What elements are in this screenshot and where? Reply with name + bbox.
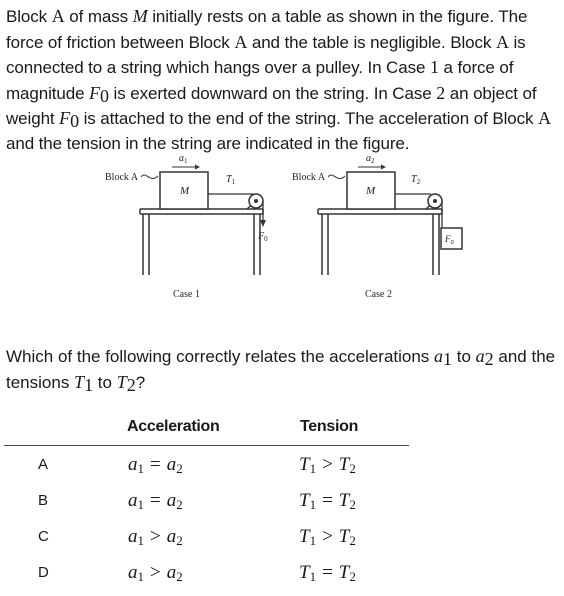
choice-label: D: [38, 564, 49, 581]
case-2-diagram: [292, 153, 462, 300]
block-leader-1: [141, 175, 158, 179]
tension-relation: $T_1 > T_2$: [299, 454, 356, 476]
table-1: [140, 209, 263, 275]
answer-row-c[interactable]: [0, 524, 564, 554]
tension-relation: $T_1 > T_2$: [299, 526, 356, 548]
tension-relation: $T_1 = T_2$: [299, 562, 356, 584]
acceleration-relation: $a_1 = a_2$: [128, 454, 183, 476]
accel-label-1: $a_1$: [179, 153, 188, 165]
mass-label-1: M: [180, 185, 190, 197]
acceleration-header: Acceleration: [127, 418, 220, 435]
table-2: [318, 209, 442, 275]
answer-row-b[interactable]: [0, 488, 564, 518]
acceleration-relation: $a_1 > a_2$: [128, 562, 183, 584]
tension-relation: $T_1 = T_2$: [299, 490, 356, 512]
question-text: Block A of mass M initially rests on a table as shown in the figure. The force of friction between Block A and the table is negligible. Block A is connected to a string which hangs over a pulley. In Case 1 a force of magnitude $F_0$ is exerted downward on the string. In Case 2 an object of weight $F_0$ is attached to the end of the string. The acceleration of Block A and the tension in the string are indicated in the figure.: [6, 6, 551, 153]
caption-case-2: Case 2: [365, 289, 392, 300]
answer-row-d[interactable]: [0, 560, 564, 590]
block-label-2: Block A: [292, 172, 326, 183]
choice-label: A: [38, 456, 49, 473]
caption-case-1: Case 1: [173, 289, 200, 300]
choice-label: C: [38, 528, 49, 545]
force-arrow-1: [260, 220, 266, 227]
tension-label-2: $T_2$: [411, 174, 421, 186]
mass-label-2: M: [366, 185, 376, 197]
weight-label-2: $F_0$: [445, 234, 454, 246]
acceleration-relation: $a_1 > a_2$: [128, 526, 183, 548]
question-prompt: Which of the following correctly relates the accelerations $a_1$ to $a_2$ and the tensions $T_1$ to $T_2$?: [6, 346, 556, 395]
table-rule: [4, 445, 409, 446]
case-1-diagram: [105, 153, 268, 300]
block-label-1: Block A: [105, 172, 139, 183]
force-label-1: $F_0$: [258, 231, 268, 243]
choice-label: B: [38, 492, 49, 509]
answer-row-a[interactable]: [0, 452, 564, 482]
block-leader-2: [328, 175, 345, 179]
accel-label-2: $a_2$: [366, 153, 375, 165]
tension-label-1: $T_1$: [226, 174, 236, 186]
acceleration-relation: $a_1 = a_2$: [128, 490, 183, 512]
tension-header: Tension: [300, 418, 359, 435]
